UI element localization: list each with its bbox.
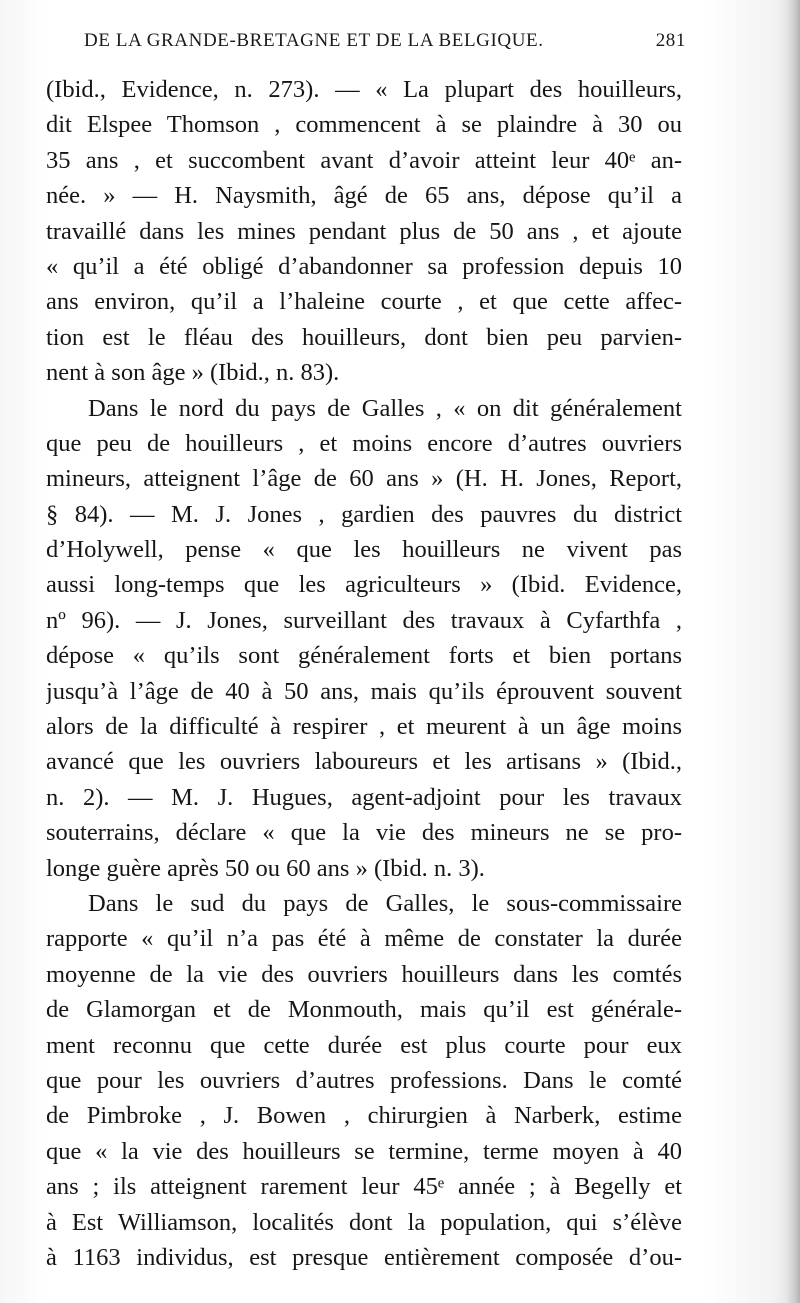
paragraph-start-line: Dans le nord du pays de Galles , « on dit généralement bbox=[88, 394, 682, 422]
text-line: « qu’il a été obligé d’abandonner sa profession depuis 10 bbox=[46, 252, 682, 280]
text-line: souterrains, déclare « que la vie des mineurs ne se pro- bbox=[46, 819, 682, 847]
text-line: mineurs, atteignent l’âge de 60 ans » (H. H. Jones, Report, bbox=[46, 465, 682, 493]
text-line: alors de la difficulté à respirer , et meurent à un âge moins bbox=[46, 713, 682, 741]
text-line: dit Elspee Thomson , commencent à se plaindre à 30 ou bbox=[46, 111, 682, 139]
paragraph-start-line: Dans le sud du pays de Galles, le sous-commissaire bbox=[88, 889, 682, 917]
running-title: DE LA GRANDE-BRETAGNE ET DE LA BELGIQUE. bbox=[84, 30, 544, 51]
text-line: n. 2). — M. J. Hugues, agent-adjoint pour les travaux bbox=[46, 783, 682, 811]
text-line: nº 96). — J. Jones, surveillant des travaux à Cyfarthfa , bbox=[46, 606, 682, 634]
text-line: jusqu’à l’âge de 40 à 50 ans, mais qu’ils éprouvent souvent bbox=[46, 677, 682, 705]
page-edge-shadow bbox=[786, 0, 800, 1303]
text-line: ans ; ils atteignent rarement leur 45ᵉ année ; à Begelly et bbox=[46, 1173, 682, 1201]
text-line: ment reconnu que cette durée est plus courte pour eux bbox=[46, 1031, 682, 1059]
running-head bbox=[84, 30, 684, 52]
text-line: que « la vie des houilleurs se termine, terme moyen à 40 bbox=[46, 1137, 682, 1165]
text-line: ans environ, qu’il a l’haleine courte , et que cette affec- bbox=[46, 288, 682, 316]
text-line: § 84). — M. J. Jones , gardien des pauvres du district bbox=[46, 500, 682, 528]
text-line: travaillé dans les mines pendant plus de 50 ans , et ajoute bbox=[46, 217, 682, 245]
paragraph-end-line: longe guère après 50 ou 60 ans » (Ibid. n. 3). bbox=[46, 854, 485, 882]
text-line: d’Holywell, pense « que les houilleurs ne vivent pas bbox=[46, 536, 682, 564]
text-line: de Glamorgan et de Monmouth, mais qu’il est générale- bbox=[46, 996, 682, 1024]
text-line: rapporte « qu’il n’a pas été à même de constater la durée bbox=[46, 925, 682, 953]
text-line: née. » — H. Naysmith, âgé de 65 ans, dépose qu’il a bbox=[46, 182, 682, 210]
text-line: de Pimbroke , J. Bowen , chirurgien à Narberk, estime bbox=[46, 1102, 682, 1130]
page-number: 281 bbox=[655, 30, 686, 51]
text-line: que pour les ouvriers d’autres professions. Dans le comté bbox=[46, 1066, 682, 1094]
text-line: 35 ans , et succombent avant d’avoir atteint leur 40ᵉ an- bbox=[46, 146, 682, 174]
text-line: à Est Williamson, localités dont la population, qui s’élève bbox=[46, 1208, 682, 1236]
text-line: à 1163 individus, est presque entièrement composée d’ou- bbox=[46, 1243, 682, 1271]
text-line: que peu de houilleurs , et moins encore d’autres ouvriers bbox=[46, 429, 682, 457]
text-line: moyenne de la vie des ouvriers houilleurs dans les comtés bbox=[46, 960, 682, 988]
body-text bbox=[46, 72, 682, 1275]
text-line: aussi long-temps que les agriculteurs » (Ibid. Evidence, bbox=[46, 571, 682, 599]
text-line: avancé que les ouvriers laboureurs et les artisans » (Ibid., bbox=[46, 748, 682, 776]
text-line: dépose « qu’ils sont généralement forts et bien portans bbox=[46, 642, 682, 670]
paragraph-end-line: nent à son âge » (Ibid., n. 83). bbox=[46, 359, 340, 387]
text-line: (Ibid., Evidence, n. 273). — « La plupart des houilleurs, bbox=[46, 76, 682, 103]
text-line: tion est le fléau des houilleurs, dont bien peu parvien- bbox=[46, 323, 682, 351]
